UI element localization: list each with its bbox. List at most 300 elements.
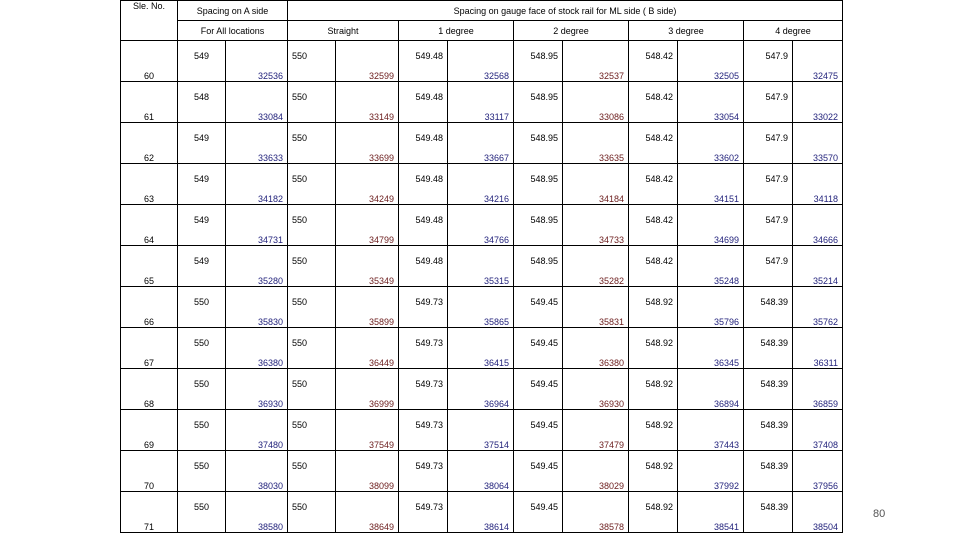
deg4-cumulative-cell: 32475 xyxy=(793,61,843,82)
a-cumulative-cell: 38580 xyxy=(226,512,288,533)
straight-spacing-cell: 550 xyxy=(288,205,336,226)
page-number: 80 xyxy=(873,508,886,520)
deg1-spacing-cell: 549.73 xyxy=(399,369,448,390)
deg3-blank-cell xyxy=(678,246,744,267)
a-blank-cell-b xyxy=(178,143,226,164)
a-cumulative-cell: 36930 xyxy=(226,389,288,410)
sl-blank-cell xyxy=(121,82,178,103)
deg4-cumulative-cell: 35762 xyxy=(793,307,843,328)
sl-blank-cell xyxy=(121,287,178,308)
a-cumulative-cell: 36380 xyxy=(226,348,288,369)
a-spacing-cell: 549 xyxy=(178,123,226,144)
deg4-blank-cell-b xyxy=(744,307,793,328)
deg1-blank-cell xyxy=(448,164,514,185)
deg3-spacing-cell: 548.42 xyxy=(629,41,678,62)
straight-blank-cell-b xyxy=(288,102,336,123)
deg2-cumulative-cell: 38578 xyxy=(563,512,629,533)
deg2-spacing-cell: 548.95 xyxy=(514,123,563,144)
deg2-cumulative-cell: 35282 xyxy=(563,266,629,287)
deg3-blank-cell xyxy=(678,328,744,349)
deg3-cumulative-cell: 36894 xyxy=(678,389,744,410)
deg2-blank-cell-b xyxy=(514,348,563,369)
a-cumulative-cell: 37480 xyxy=(226,430,288,451)
deg2-blank-cell-b xyxy=(514,430,563,451)
deg3-spacing-cell: 548.42 xyxy=(629,123,678,144)
header-row-1 xyxy=(121,1,843,21)
a-cumulative-cell: 34731 xyxy=(226,225,288,246)
deg4-cumulative-cell: 35214 xyxy=(793,266,843,287)
deg3-cumulative-cell: 34699 xyxy=(678,225,744,246)
deg4-spacing-cell: 548.39 xyxy=(744,328,793,349)
deg3-blank-cell xyxy=(678,164,744,185)
deg4-spacing-cell: 548.39 xyxy=(744,451,793,472)
deg1-blank-cell-b xyxy=(399,389,448,410)
deg1-spacing-cell: 549.73 xyxy=(399,410,448,431)
deg3-blank-cell xyxy=(678,41,744,62)
record-cumulative-row xyxy=(121,143,843,164)
deg1-blank-cell xyxy=(448,328,514,349)
deg2-blank-cell-b xyxy=(514,184,563,205)
deg2-blank-cell xyxy=(563,410,629,431)
deg2-cumulative-cell: 33086 xyxy=(563,102,629,123)
a-blank-cell-b xyxy=(178,471,226,492)
straight-cumulative-cell: 36999 xyxy=(336,389,399,410)
deg3-cumulative-cell: 38541 xyxy=(678,512,744,533)
deg3-cumulative-cell: 35796 xyxy=(678,307,744,328)
straight-cumulative-cell: 38649 xyxy=(336,512,399,533)
a-blank-cell-b xyxy=(178,389,226,410)
deg4-blank-cell-b xyxy=(744,471,793,492)
deg2-blank-cell xyxy=(563,451,629,472)
deg2-cumulative-cell: 34733 xyxy=(563,225,629,246)
straight-blank-cell-b xyxy=(288,512,336,533)
deg3-blank-cell xyxy=(678,451,744,472)
record-spacing-row xyxy=(121,41,843,62)
deg2-blank-cell-b xyxy=(514,266,563,287)
sl-no-cell: 61 xyxy=(121,102,178,123)
a-blank-cell xyxy=(226,369,288,390)
deg1-blank-cell-b xyxy=(399,102,448,123)
sl-no-cell: 70 xyxy=(121,471,178,492)
deg3-cumulative-cell: 33054 xyxy=(678,102,744,123)
a-blank-cell-b xyxy=(178,184,226,205)
a-blank-cell xyxy=(226,492,288,513)
deg3-spacing-cell: 548.42 xyxy=(629,205,678,226)
deg3-header: 3 degree xyxy=(629,21,744,41)
deg4-blank-cell xyxy=(793,164,843,185)
straight-cumulative-cell: 33149 xyxy=(336,102,399,123)
deg2-blank-cell-b xyxy=(514,102,563,123)
deg2-spacing-cell: 548.95 xyxy=(514,205,563,226)
deg3-cumulative-cell: 36345 xyxy=(678,348,744,369)
straight-blank-cell-b xyxy=(288,471,336,492)
record-cumulative-row xyxy=(121,102,843,123)
sl-no-cell: 64 xyxy=(121,225,178,246)
deg4-header: 4 degree xyxy=(744,21,843,41)
deg3-spacing-cell: 548.42 xyxy=(629,164,678,185)
deg3-spacing-cell: 548.42 xyxy=(629,246,678,267)
deg2-blank-cell xyxy=(563,492,629,513)
deg3-blank-cell xyxy=(678,205,744,226)
deg4-spacing-cell: 547.9 xyxy=(744,123,793,144)
straight-spacing-cell: 550 xyxy=(288,82,336,103)
a-blank-cell xyxy=(226,164,288,185)
a-blank-cell-b xyxy=(178,266,226,287)
deg1-blank-cell xyxy=(448,451,514,472)
straight-blank-cell xyxy=(336,287,399,308)
deg3-blank-cell xyxy=(678,410,744,431)
a-spacing-cell: 550 xyxy=(178,287,226,308)
record-cumulative-row xyxy=(121,348,843,369)
straight-blank-cell xyxy=(336,451,399,472)
straight-spacing-cell: 550 xyxy=(288,246,336,267)
deg3-cumulative-cell: 34151 xyxy=(678,184,744,205)
a-blank-cell-b xyxy=(178,102,226,123)
deg3-blank-cell-b xyxy=(629,225,678,246)
deg1-blank-cell xyxy=(448,205,514,226)
deg2-blank-cell xyxy=(563,328,629,349)
straight-header: Straight xyxy=(288,21,399,41)
deg4-cumulative-cell: 33570 xyxy=(793,143,843,164)
deg2-blank-cell xyxy=(563,41,629,62)
sl-no-cell: 63 xyxy=(121,184,178,205)
straight-blank-cell xyxy=(336,82,399,103)
deg2-spacing-cell: 549.45 xyxy=(514,410,563,431)
a-blank-cell xyxy=(226,246,288,267)
straight-cumulative-cell: 34799 xyxy=(336,225,399,246)
deg3-blank-cell-b xyxy=(629,512,678,533)
spacing-a-header: Spacing on A side xyxy=(178,1,288,21)
deg1-cumulative-cell: 33117 xyxy=(448,102,514,123)
deg4-blank-cell xyxy=(793,123,843,144)
deg4-cumulative-cell: 37956 xyxy=(793,471,843,492)
deg1-spacing-cell: 549.48 xyxy=(399,41,448,62)
deg1-cumulative-cell: 35315 xyxy=(448,266,514,287)
sl-blank-cell xyxy=(121,246,178,267)
deg2-spacing-cell: 548.95 xyxy=(514,246,563,267)
record-spacing-row xyxy=(121,328,843,349)
deg1-header: 1 degree xyxy=(399,21,514,41)
deg1-blank-cell-b xyxy=(399,348,448,369)
straight-blank-cell-b xyxy=(288,307,336,328)
deg4-blank-cell xyxy=(793,369,843,390)
straight-cumulative-cell: 37549 xyxy=(336,430,399,451)
a-spacing-cell: 550 xyxy=(178,410,226,431)
straight-blank-cell-b xyxy=(288,225,336,246)
deg1-cumulative-cell: 33667 xyxy=(448,143,514,164)
deg3-blank-cell-b xyxy=(629,102,678,123)
record-spacing-row xyxy=(121,82,843,103)
straight-cumulative-cell: 33699 xyxy=(336,143,399,164)
a-cumulative-cell: 33633 xyxy=(226,143,288,164)
straight-blank-cell-b xyxy=(288,61,336,82)
deg3-spacing-cell: 548.92 xyxy=(629,369,678,390)
deg3-cumulative-cell: 35248 xyxy=(678,266,744,287)
deg1-blank-cell xyxy=(448,287,514,308)
deg4-blank-cell-b xyxy=(744,389,793,410)
deg1-blank-cell-b xyxy=(399,143,448,164)
deg1-cumulative-cell: 34216 xyxy=(448,184,514,205)
deg3-blank-cell-b xyxy=(629,266,678,287)
straight-blank-cell-b xyxy=(288,348,336,369)
deg3-blank-cell-b xyxy=(629,307,678,328)
deg4-spacing-cell: 548.39 xyxy=(744,369,793,390)
sl-no-cell: 71 xyxy=(121,512,178,533)
a-blank-cell xyxy=(226,287,288,308)
deg4-spacing-cell: 547.9 xyxy=(744,164,793,185)
a-spacing-cell: 550 xyxy=(178,328,226,349)
deg1-spacing-cell: 549.48 xyxy=(399,246,448,267)
deg3-blank-cell xyxy=(678,123,744,144)
sl-no-cell: 68 xyxy=(121,389,178,410)
record-cumulative-row xyxy=(121,266,843,287)
straight-spacing-cell: 550 xyxy=(288,328,336,349)
deg1-cumulative-cell: 32568 xyxy=(448,61,514,82)
deg2-spacing-cell: 549.45 xyxy=(514,369,563,390)
for-all-header: For All locations xyxy=(178,21,288,41)
deg2-blank-cell-b xyxy=(514,143,563,164)
deg4-cumulative-cell: 34666 xyxy=(793,225,843,246)
a-blank-cell-b xyxy=(178,307,226,328)
deg4-spacing-cell: 548.39 xyxy=(744,410,793,431)
deg4-cumulative-cell: 38504 xyxy=(793,512,843,533)
deg1-blank-cell-b xyxy=(399,307,448,328)
a-blank-cell xyxy=(226,205,288,226)
deg4-blank-cell xyxy=(793,287,843,308)
deg4-spacing-cell: 547.9 xyxy=(744,246,793,267)
straight-blank-cell xyxy=(336,492,399,513)
straight-spacing-cell: 550 xyxy=(288,492,336,513)
deg1-cumulative-cell: 36964 xyxy=(448,389,514,410)
a-blank-cell-b xyxy=(178,348,226,369)
sl-blank-cell xyxy=(121,123,178,144)
deg1-blank-cell-b xyxy=(399,512,448,533)
record-spacing-row xyxy=(121,246,843,267)
deg3-spacing-cell: 548.92 xyxy=(629,287,678,308)
deg2-spacing-cell: 548.95 xyxy=(514,41,563,62)
record-spacing-row xyxy=(121,451,843,472)
deg2-spacing-cell: 548.95 xyxy=(514,164,563,185)
sl-no-cell: 60 xyxy=(121,61,178,82)
deg2-spacing-cell: 549.45 xyxy=(514,287,563,308)
deg4-spacing-cell: 547.9 xyxy=(744,41,793,62)
deg2-blank-cell xyxy=(563,123,629,144)
a-spacing-cell: 549 xyxy=(178,41,226,62)
record-spacing-row xyxy=(121,410,843,431)
straight-blank-cell xyxy=(336,205,399,226)
deg2-blank-cell-b xyxy=(514,61,563,82)
a-spacing-cell: 549 xyxy=(178,164,226,185)
deg4-blank-cell-b xyxy=(744,225,793,246)
deg2-blank-cell xyxy=(563,82,629,103)
a-cumulative-cell: 35280 xyxy=(226,266,288,287)
a-cumulative-cell: 35830 xyxy=(226,307,288,328)
sl-no-cell: 65 xyxy=(121,266,178,287)
record-spacing-row xyxy=(121,205,843,226)
sl-blank-cell xyxy=(121,41,178,62)
deg3-blank-cell-b xyxy=(629,471,678,492)
straight-blank-cell xyxy=(336,41,399,62)
deg3-blank-cell-b xyxy=(629,184,678,205)
deg2-blank-cell-b xyxy=(514,225,563,246)
deg3-spacing-cell: 548.42 xyxy=(629,82,678,103)
deg2-blank-cell-b xyxy=(514,471,563,492)
deg3-blank-cell xyxy=(678,369,744,390)
deg3-blank-cell xyxy=(678,492,744,513)
a-blank-cell-b xyxy=(178,512,226,533)
straight-blank-cell xyxy=(336,328,399,349)
deg4-cumulative-cell: 33022 xyxy=(793,102,843,123)
deg3-spacing-cell: 548.92 xyxy=(629,492,678,513)
deg4-blank-cell xyxy=(793,451,843,472)
a-spacing-cell: 548 xyxy=(178,82,226,103)
deg4-blank-cell-b xyxy=(744,184,793,205)
a-spacing-cell: 550 xyxy=(178,451,226,472)
deg2-cumulative-cell: 34184 xyxy=(563,184,629,205)
deg1-blank-cell-b xyxy=(399,430,448,451)
deg1-blank-cell xyxy=(448,41,514,62)
deg1-blank-cell xyxy=(448,410,514,431)
straight-spacing-cell: 550 xyxy=(288,41,336,62)
deg2-blank-cell xyxy=(563,369,629,390)
a-blank-cell xyxy=(226,123,288,144)
record-cumulative-row xyxy=(121,307,843,328)
deg3-cumulative-cell: 37992 xyxy=(678,471,744,492)
deg2-blank-cell xyxy=(563,205,629,226)
deg3-blank-cell xyxy=(678,287,744,308)
sl-blank-cell xyxy=(121,164,178,185)
deg3-spacing-cell: 548.92 xyxy=(629,328,678,349)
a-cumulative-cell: 32536 xyxy=(226,61,288,82)
deg4-blank-cell xyxy=(793,205,843,226)
record-spacing-row xyxy=(121,164,843,185)
straight-blank-cell-b xyxy=(288,184,336,205)
deg2-cumulative-cell: 32537 xyxy=(563,61,629,82)
deg2-blank-cell-b xyxy=(514,512,563,533)
deg4-blank-cell-b xyxy=(744,430,793,451)
deg2-cumulative-cell: 36930 xyxy=(563,389,629,410)
straight-cumulative-cell: 32599 xyxy=(336,61,399,82)
a-cumulative-cell: 34182 xyxy=(226,184,288,205)
deg1-spacing-cell: 549.48 xyxy=(399,82,448,103)
deg3-blank-cell-b xyxy=(629,143,678,164)
deg1-spacing-cell: 549.48 xyxy=(399,123,448,144)
deg4-blank-cell xyxy=(793,410,843,431)
deg1-blank-cell xyxy=(448,246,514,267)
deg3-spacing-cell: 548.92 xyxy=(629,410,678,431)
deg4-blank-cell-b xyxy=(744,143,793,164)
spacing-table xyxy=(120,0,843,533)
a-blank-cell-b xyxy=(178,225,226,246)
deg1-cumulative-cell: 36415 xyxy=(448,348,514,369)
deg1-cumulative-cell: 38064 xyxy=(448,471,514,492)
sl-no-cell: 69 xyxy=(121,430,178,451)
record-cumulative-row xyxy=(121,61,843,82)
record-cumulative-row xyxy=(121,512,843,533)
deg2-cumulative-cell: 38029 xyxy=(563,471,629,492)
deg4-cumulative-cell: 37408 xyxy=(793,430,843,451)
deg4-blank-cell-b xyxy=(744,512,793,533)
spacing-gauge-header: Spacing on gauge face of stock rail for ML side ( B side) xyxy=(288,1,843,21)
straight-cumulative-cell: 36449 xyxy=(336,348,399,369)
deg4-blank-cell xyxy=(793,492,843,513)
deg1-blank-cell xyxy=(448,369,514,390)
deg1-cumulative-cell: 38614 xyxy=(448,512,514,533)
a-blank-cell-b xyxy=(178,61,226,82)
straight-spacing-cell: 550 xyxy=(288,164,336,185)
straight-blank-cell-b xyxy=(288,389,336,410)
deg3-blank-cell xyxy=(678,82,744,103)
deg3-cumulative-cell: 32505 xyxy=(678,61,744,82)
straight-spacing-cell: 550 xyxy=(288,287,336,308)
a-blank-cell xyxy=(226,41,288,62)
deg4-cumulative-cell: 36311 xyxy=(793,348,843,369)
a-spacing-cell: 550 xyxy=(178,369,226,390)
record-cumulative-row xyxy=(121,471,843,492)
straight-spacing-cell: 550 xyxy=(288,369,336,390)
deg2-cumulative-cell: 33635 xyxy=(563,143,629,164)
sl-no-cell: 67 xyxy=(121,348,178,369)
deg1-cumulative-cell: 34766 xyxy=(448,225,514,246)
record-spacing-row xyxy=(121,492,843,513)
straight-blank-cell xyxy=(336,164,399,185)
record-cumulative-row xyxy=(121,430,843,451)
deg1-blank-cell xyxy=(448,82,514,103)
sl-no-header: Sle. No. xyxy=(121,1,178,41)
a-blank-cell xyxy=(226,328,288,349)
straight-cumulative-cell: 35899 xyxy=(336,307,399,328)
deg1-blank-cell xyxy=(448,123,514,144)
deg1-blank-cell-b xyxy=(399,471,448,492)
straight-cumulative-cell: 38099 xyxy=(336,471,399,492)
a-cumulative-cell: 33084 xyxy=(226,102,288,123)
deg4-spacing-cell: 548.39 xyxy=(744,287,793,308)
straight-cumulative-cell: 35349 xyxy=(336,266,399,287)
deg4-blank-cell xyxy=(793,328,843,349)
straight-blank-cell xyxy=(336,369,399,390)
deg2-blank-cell xyxy=(563,287,629,308)
a-spacing-cell: 549 xyxy=(178,205,226,226)
sl-no-cell: 62 xyxy=(121,143,178,164)
deg3-blank-cell-b xyxy=(629,430,678,451)
deg4-blank-cell xyxy=(793,246,843,267)
deg2-blank-cell-b xyxy=(514,389,563,410)
deg1-spacing-cell: 549.48 xyxy=(399,164,448,185)
deg3-spacing-cell: 548.92 xyxy=(629,451,678,472)
deg4-cumulative-cell: 34118 xyxy=(793,184,843,205)
record-cumulative-row xyxy=(121,184,843,205)
header-row-2 xyxy=(121,21,843,41)
sl-blank-cell xyxy=(121,369,178,390)
deg4-blank-cell xyxy=(793,41,843,62)
a-cumulative-cell: 38030 xyxy=(226,471,288,492)
sl-blank-cell xyxy=(121,328,178,349)
straight-cumulative-cell: 34249 xyxy=(336,184,399,205)
deg2-blank-cell-b xyxy=(514,307,563,328)
deg1-spacing-cell: 549.73 xyxy=(399,328,448,349)
deg2-spacing-cell: 549.45 xyxy=(514,451,563,472)
deg2-spacing-cell: 548.95 xyxy=(514,82,563,103)
deg2-spacing-cell: 549.45 xyxy=(514,492,563,513)
deg2-cumulative-cell: 35831 xyxy=(563,307,629,328)
deg1-blank-cell-b xyxy=(399,61,448,82)
record-spacing-row xyxy=(121,287,843,308)
deg4-blank-cell xyxy=(793,82,843,103)
deg4-spacing-cell: 547.9 xyxy=(744,205,793,226)
deg1-blank-cell-b xyxy=(399,225,448,246)
deg2-cumulative-cell: 37479 xyxy=(563,430,629,451)
deg4-blank-cell-b xyxy=(744,266,793,287)
